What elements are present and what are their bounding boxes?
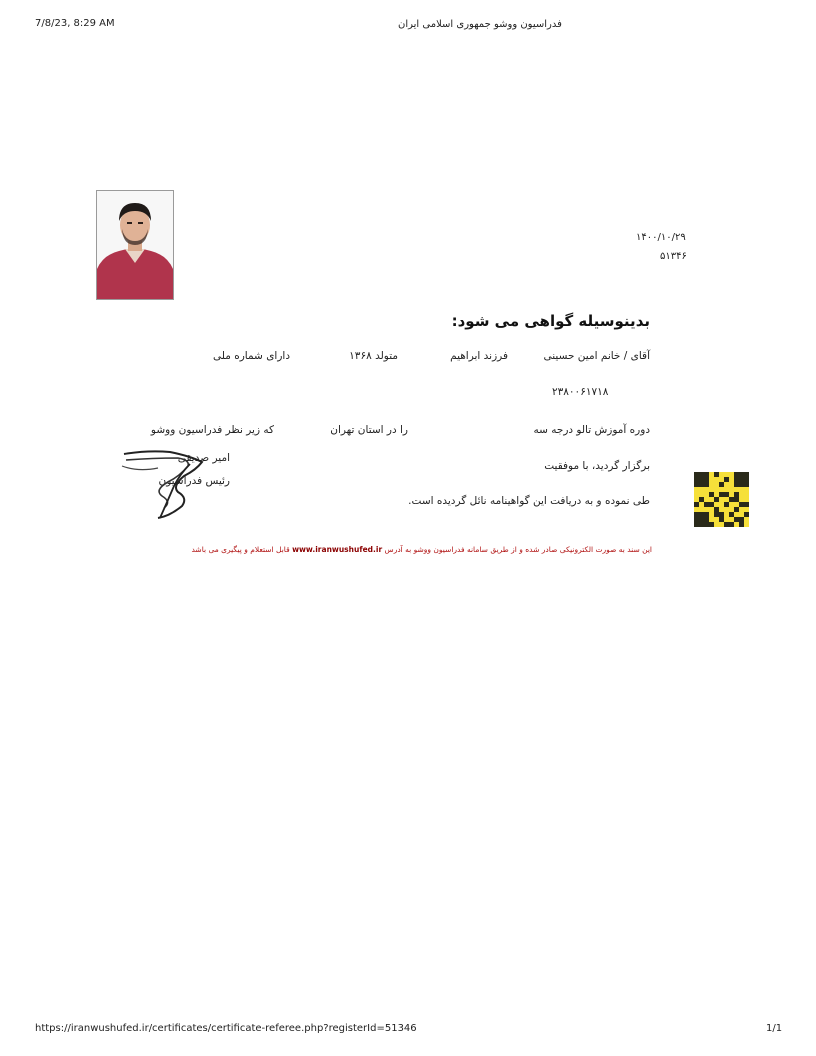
- verification-notice: [192, 545, 653, 554]
- print-page-counter: 1/1: [766, 1023, 783, 1034]
- person-photo-icon: [97, 191, 173, 299]
- signature-icon: [118, 446, 210, 520]
- holder-birth-year: متولد ۱۳۶۸: [349, 350, 398, 362]
- held-text: برگزار گردید، با موفقیت: [544, 460, 650, 472]
- holder-father: فرزند ابراهیم: [450, 350, 508, 362]
- completion-text: طی نموده و به دریافت این گواهینامه نائل گردیده است.: [408, 495, 650, 507]
- national-id-label: دارای شماره ملی: [213, 350, 290, 362]
- notice-text-before: این سند به صورت الکترونیکی صادر شده و از طریق سامانه فدراسیون ووشو به آدرس: [384, 545, 652, 554]
- print-url: https://iranwushufed.ir/certificates/certificate-referee.php?registerId=51346: [35, 1023, 417, 1034]
- qr-code-icon: [694, 472, 749, 527]
- certificate-date: ۱۴۰۰/۱۰/۲۹: [636, 232, 686, 243]
- certificate-heading: بدینوسیله گواهی می شود:: [451, 312, 650, 330]
- supervision-text: که زیر نظر فدراسیون ووشو: [150, 424, 274, 436]
- print-datetime: 7/8/23, 8:29 AM: [35, 18, 115, 29]
- holder-photo: [96, 190, 174, 300]
- notice-website-link[interactable]: www.iranwushufed.ir: [292, 545, 383, 554]
- holder-name: آقای / خانم امین حسینی: [543, 350, 650, 362]
- course-province: را در استان تهران: [330, 424, 408, 436]
- notice-text-after: قابل استعلام و پیگیری می باشد: [191, 545, 290, 554]
- certificate-number: ۵۱۳۴۶: [660, 251, 687, 262]
- signatory-title: رئیس فدراسیون: [158, 475, 230, 487]
- print-page-title: فدراسیون ووشو جمهوری اسلامی ایران: [398, 19, 562, 30]
- signatory-name: امیر صدیقی: [177, 452, 230, 464]
- national-id: ۲۳۸۰۰۶۱۷۱۸: [552, 386, 609, 398]
- course-name: دوره آموزش تالو درجه سه: [533, 424, 650, 436]
- qr-code: [694, 472, 749, 527]
